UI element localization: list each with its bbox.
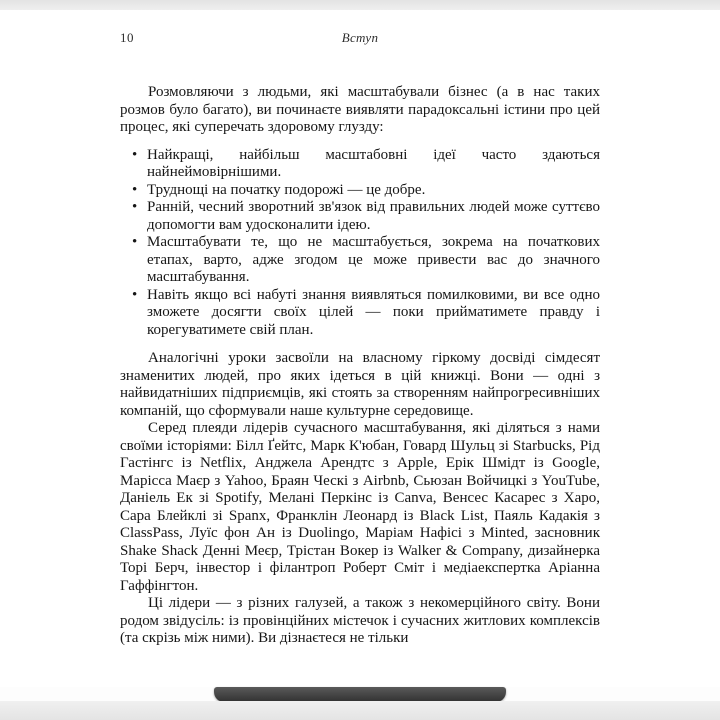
paragraph-3: Серед плеяди лідерів сучасного масштабування, які діляться з нами своїми історіями: Білл Ґейтс, Марк К'юбан, Говард Шульц зі Starbucks, Рід Гастінгс із Netflix, Анджела Арендтс з Apple, Ерік Шмідт із Google, Марісса Маєр з Yahoo, Браян Ческі з Airbnb, Сьюзан Войчицкі з YouTube, Даніель Ек зі Spotify, Мелані Перкінс із Canva, Венсес Касарес з Xapo, Сара Блейклі зі Spanx, Франклін Леонард із Black List, Паяль Кадакія з ClassPass, Луїс фон Ан із Duolingo, Маріам Нафісі з Minted, засновник Shake Shack Денні Меєр, Трістан Вокер із Walker & Company, дизайнерка Торі Берч, інвестор і філантроп Роберт Сміт і медіаекспертка Аріанна Гаффінгтон. — [120, 420, 600, 594]
paragraph-2: Аналогічні уроки засвоїли на власному гіркому досвіді сімдесят знаменитих людей, про яких ідеться в цій книжці. Вони — одні з найвидатніших підприємців, які стоять за створенням найпрогресивніших компаній, що сформували наше культурне середовище. — [120, 350, 600, 419]
page-number: 10 — [120, 30, 134, 45]
book-page — [0, 10, 720, 687]
page-header — [120, 30, 600, 48]
bullet-list — [120, 147, 600, 340]
bullet-item: • Ранній, чесний зворотний зв'язок від правильних людей може суттєво допомогти вам удосконалити ідею. — [132, 199, 600, 234]
photo-bottom-edge — [0, 701, 720, 720]
page-content — [0, 10, 720, 648]
bullet-item: • Масштабувати те, що не масштабується, зокрема на початкових етапах, варто, адже згодом це може привести вас до значного масштабування. — [132, 234, 600, 287]
book-cover-bottom-edge — [214, 687, 506, 702]
body-text — [120, 84, 600, 648]
running-head: Вступ — [341, 30, 379, 45]
paragraph-1: Розмовляючи з людьми, які масштабували бізнес (а в нас таких розмов було багато), ви починаєте виявляти парадоксальні істини про цей процес, які суперечать здоровому глузду: — [120, 84, 600, 135]
photo-top-edge — [0, 0, 720, 10]
bullet-item: • Найкращі, найбільш масштабовні ідеї часто здаються найнеймовірнішими. — [132, 147, 600, 182]
bullet-item: • Навіть якщо всі набуті знання виявляться помилковими, ви все одно зможете досягти своїх цілей — поки прийматимете правду і корегуватимете свій план. — [132, 287, 600, 340]
paragraph-4: Ці лідери — з різних галузей, а також з некомерційного світу. Вони родом звідусіль: із провінційних містечок і сучасних житлових комплексів (та скрізь між ними). Ви дізнаєтеся не тільки — [120, 595, 600, 646]
bullet-item: • Труднощі на початку подорожі — це добре. — [132, 182, 600, 200]
